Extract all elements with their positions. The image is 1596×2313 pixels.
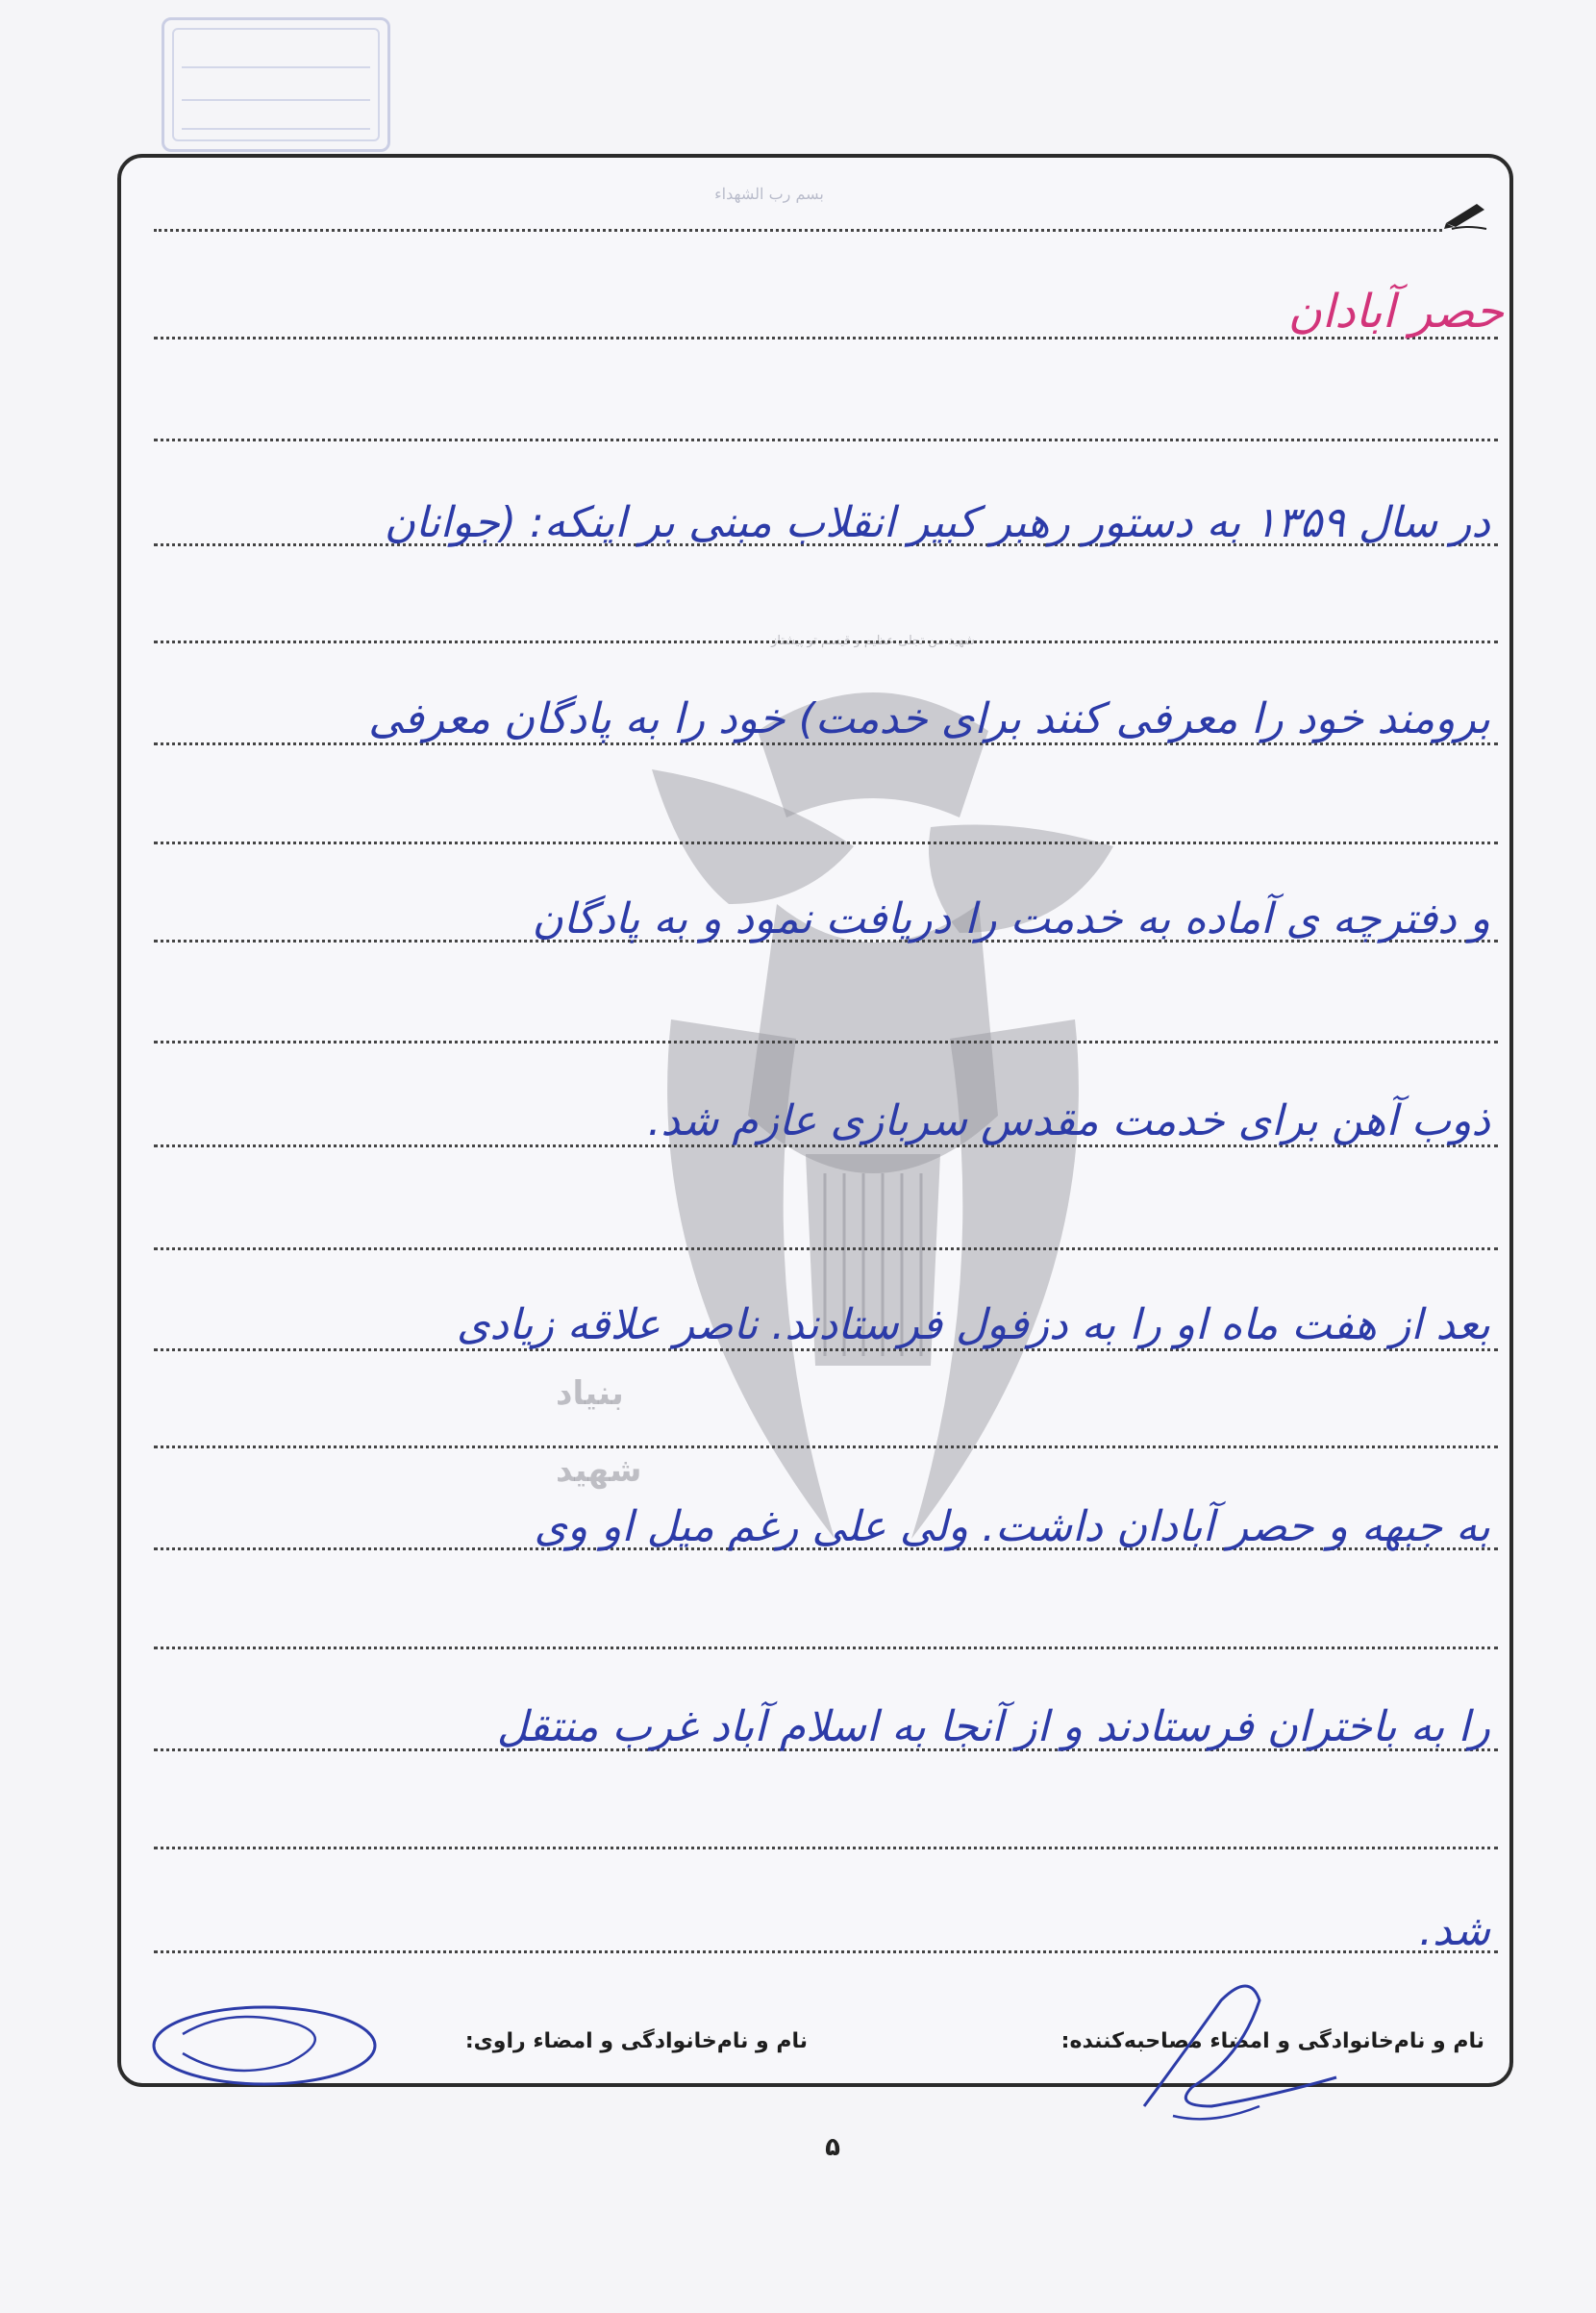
interviewer-signature-label: نام و نام‌خانوادگی و امضاء مصاحبه‌کننده: [1060,2029,1484,2053]
ruled-line [154,1647,1498,1649]
handwritten-line: ذوب آهن برای خدمت مقدس سربازی عازم شد. [647,1096,1490,1145]
ruled-line [154,641,1498,643]
handwritten-line: را به باختران فرستادند و از آنجا به اسلام آباد غرب منتقل [496,1702,1490,1751]
watermark-name-1: بنیاد [556,1374,624,1413]
faded-stamp [162,17,390,152]
watermark-motto: شهید من تجلی عظیم و قیسم تو پیشتاز [771,634,975,648]
ruled-line [154,1847,1498,1849]
faint-header: بسم رب الشهداء [714,185,824,203]
handwritten-line: بعد از هفت ماه او را به دزفول فرستادند. ناصر علاقه زیادی [456,1300,1490,1349]
ruled-line [154,439,1498,441]
ruled-line [154,1041,1498,1043]
narrator-signature-label: نام و نام‌خانوادگی و امضاء راوی: [464,2029,808,2053]
handwritten-line: در سال ۱۳۵۹ به دستور رهبر کبیر انقلاب مبنی بر اینکه: (جوانان [384,498,1490,547]
stamp-line [182,99,370,101]
handwritten-line: برومند خود را معرفی کنند برای خدمت) خود را به پادگان معرفی [368,694,1490,743]
ruled-line [154,1247,1498,1250]
stamp-line [182,66,370,68]
stamp-inner-border [172,28,380,141]
stamp-line [182,128,370,130]
narrator-signature [144,1996,385,2101]
ruled-line [154,842,1498,844]
watermark-name-2: شهید [556,1451,642,1490]
handwritten-line: به جبهه و حصر آبادان داشت. ولی علی رغم میل او وی [534,1502,1490,1551]
handwritten-line: و دفترچه ی آماده به خدمت را دریافت نمود و به پادگان [532,894,1490,943]
pen-writing-icon [1442,198,1488,231]
handwritten-line: شد. [1419,1906,1490,1955]
ruled-line [154,229,1442,232]
interviewer-signature [1115,1962,1346,2135]
page-number: ۵ [825,2133,840,2162]
ruled-line [154,1446,1498,1448]
handwritten-title: حصر آبادان [1287,285,1504,339]
